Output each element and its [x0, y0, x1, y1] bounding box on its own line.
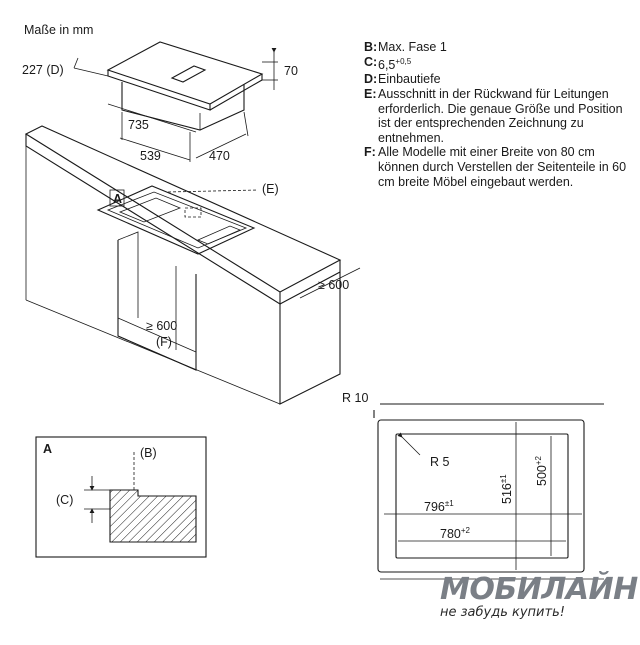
gap-min-label: ≥ 600 — [146, 319, 178, 333]
legend-item-b — [364, 40, 634, 55]
legend-text: Einbautiefe — [378, 72, 441, 87]
legend-key: C: — [364, 54, 378, 69]
brand-watermark — [440, 572, 638, 620]
inner-radius-label: R 5 — [430, 455, 450, 469]
detail-a-label: A — [43, 442, 53, 456]
cutout-e-leader — [168, 190, 258, 192]
legend-item-e — [364, 87, 634, 145]
legend-item-c — [364, 55, 634, 73]
worktop-top — [26, 126, 340, 292]
dim-line-735 — [108, 104, 196, 132]
dim-735-label: 735 — [128, 118, 149, 132]
dim-470-label: 470 — [209, 149, 230, 163]
legend-item-f — [364, 145, 634, 189]
callout-a-label: A — [113, 192, 123, 206]
legend-text: Ausschnitt in der Rückwand für Leitungen erforderlich. Die genaue Größe und Position ist der entsprechenden Zeichnung zu entnehmen. — [378, 86, 623, 145]
hob-plate — [108, 42, 262, 104]
dim-796-text — [424, 499, 454, 514]
radius-r5-leader — [402, 437, 420, 455]
dim-500-tol: +2 — [534, 456, 543, 466]
legend-key: B: — [364, 40, 378, 54]
brand-slogan: не забудь купить! — [440, 605, 565, 620]
dim-539-label: 539 — [140, 149, 161, 163]
hob-top-view — [74, 42, 278, 162]
dim-516-tol: ±1 — [499, 474, 508, 484]
detail-a-section — [110, 490, 196, 542]
legend — [364, 40, 634, 189]
worktop-assembly — [26, 126, 360, 404]
gap-ref-label: (F) — [156, 335, 172, 349]
cutout-plan — [374, 404, 604, 579]
depth-min-label: ≥ 600 — [318, 278, 350, 292]
legend-key: F: — [364, 145, 376, 160]
dim-516-label: 516 — [500, 483, 514, 504]
cutout-outer — [378, 420, 584, 572]
dim-height-label: 70 — [284, 64, 298, 78]
legend-text: 6,5 — [378, 57, 396, 72]
legend-text-wrap — [378, 55, 634, 73]
dim-796-label: 796 — [424, 500, 445, 514]
step-ref-label: (C) — [56, 493, 74, 507]
hob-vent-slot — [172, 66, 205, 82]
dim-500-text — [534, 455, 549, 486]
legend-item-d — [364, 72, 634, 87]
dim-500-label: 500 — [535, 465, 549, 486]
units-label: Maße in mm — [24, 23, 94, 37]
brand-name: МОБИЛАЙН — [440, 572, 638, 607]
dim-depth-label: 227 (D) — [22, 63, 64, 77]
cabinet-base-line — [26, 300, 280, 404]
legend-text: Alle Modelle mit einer Breite von 80 cm können durch Verstellen der Seitenteile in 60 cm breite Möbel eingebaut werden. — [378, 145, 627, 189]
dim-line-depth — [74, 68, 108, 76]
dim-780-label: 780 — [440, 527, 461, 541]
hob-plate-edge-side — [210, 74, 262, 110]
center-cabinet — [118, 240, 196, 370]
legend-key: D: — [364, 72, 378, 87]
dim-796-tol: ±1 — [444, 499, 454, 508]
cutout-inner — [396, 434, 568, 558]
legend-sup: +0,5 — [395, 56, 412, 66]
outer-radius-label: R 10 — [342, 391, 369, 405]
dim-780-text — [440, 526, 471, 541]
chamfer-ref-label: (B) — [140, 446, 157, 460]
callout-e-label: (E) — [262, 182, 279, 196]
dim-780-tol: +2 — [460, 526, 470, 535]
legend-key: E: — [364, 86, 377, 101]
dim-516-text — [499, 474, 514, 504]
legend-text: Max. Fase 1 — [378, 40, 447, 54]
